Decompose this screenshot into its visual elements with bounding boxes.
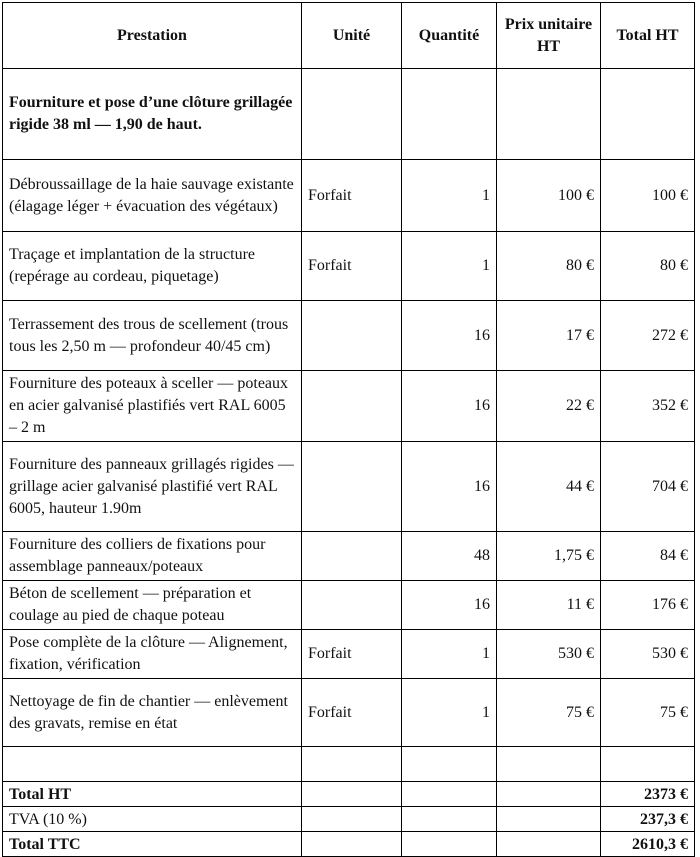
total-ttc-row	[3, 832, 695, 857]
empty-cell	[402, 832, 497, 857]
empty-cell	[402, 807, 497, 832]
table-row	[3, 532, 695, 581]
row-total: 272 €	[601, 301, 695, 371]
total-ttc-label: Total TTC	[3, 832, 302, 857]
tva-value: 237,3 €	[601, 807, 695, 832]
table-row	[3, 442, 695, 532]
row-quantite: 16	[402, 301, 497, 371]
row-prix: 530 €	[497, 630, 601, 679]
empty-cell	[601, 69, 695, 160]
empty-cell	[402, 69, 497, 160]
section-row	[3, 69, 695, 160]
col-header-unite: Unité	[302, 3, 402, 69]
row-unite	[302, 301, 402, 371]
col-header-prestation: Prestation	[3, 3, 302, 69]
row-unite: Forfait	[302, 232, 402, 301]
row-prix: 22 €	[497, 371, 601, 442]
row-unite	[302, 442, 402, 532]
tva-label: TVA (10 %)	[3, 807, 302, 832]
row-total: 352 €	[601, 371, 695, 442]
row-prestation: Nettoyage de fin de chantier — enlèvement des gravats, remise en état	[3, 679, 302, 747]
tva-row	[3, 807, 695, 832]
row-prix: 100 €	[497, 160, 601, 232]
total-ht-row	[3, 782, 695, 807]
row-quantite: 16	[402, 371, 497, 442]
table-row	[3, 581, 695, 630]
row-total: 84 €	[601, 532, 695, 581]
empty-cell	[302, 807, 402, 832]
table-row	[3, 160, 695, 232]
total-ht-value: 2373 €	[601, 782, 695, 807]
row-unite: Forfait	[302, 679, 402, 747]
row-total: 176 €	[601, 581, 695, 630]
row-quantite: 1	[402, 679, 497, 747]
row-total: 704 €	[601, 442, 695, 532]
empty-cell	[497, 807, 601, 832]
row-prestation: Fourniture des panneaux grillagés rigides — grillage acier galvanisé plastifié vert RAL 6005, hauteur 1.90m	[3, 442, 302, 532]
empty-cell	[302, 782, 402, 807]
empty-cell	[302, 747, 402, 782]
empty-cell	[497, 747, 601, 782]
row-quantite: 48	[402, 532, 497, 581]
total-ht-label: Total HT	[3, 782, 302, 807]
quote-table	[2, 2, 695, 857]
blank-row	[3, 747, 695, 782]
row-unite: Forfait	[302, 160, 402, 232]
row-unite	[302, 532, 402, 581]
row-prix: 75 €	[497, 679, 601, 747]
table-row	[3, 630, 695, 679]
table-row	[3, 371, 695, 442]
section-title: Fourniture et pose d’une clôture grillagée rigide 38 ml — 1,90 de haut.	[3, 69, 302, 160]
row-prix: 17 €	[497, 301, 601, 371]
header-row	[3, 3, 695, 69]
empty-cell	[302, 832, 402, 857]
row-prestation: Béton de scellement — préparation et coulage au pied de chaque poteau	[3, 581, 302, 630]
empty-cell	[497, 69, 601, 160]
row-total: 75 €	[601, 679, 695, 747]
col-header-prix-unitaire: Prix unitaire HT	[497, 3, 601, 69]
empty-cell	[601, 747, 695, 782]
row-quantite: 16	[402, 442, 497, 532]
table-row	[3, 232, 695, 301]
row-unite	[302, 371, 402, 442]
total-ttc-value: 2610,3 €	[601, 832, 695, 857]
row-quantite: 16	[402, 581, 497, 630]
row-prestation: Débroussaillage de la haie sauvage existante (élagage léger + évacuation des végétaux)	[3, 160, 302, 232]
row-unite: Forfait	[302, 630, 402, 679]
empty-cell	[402, 782, 497, 807]
empty-cell	[3, 747, 302, 782]
row-prestation: Terrassement des trous de scellement (trous tous les 2,50 m — profondeur 40/45 cm)	[3, 301, 302, 371]
empty-cell	[402, 747, 497, 782]
table-row	[3, 301, 695, 371]
row-quantite: 1	[402, 232, 497, 301]
empty-cell	[302, 69, 402, 160]
col-header-total-ht: Total HT	[601, 3, 695, 69]
row-prestation: Pose complète de la clôture — Alignement, fixation, vérification	[3, 630, 302, 679]
table-row	[3, 679, 695, 747]
row-unite	[302, 581, 402, 630]
row-prix: 44 €	[497, 442, 601, 532]
empty-cell	[497, 832, 601, 857]
row-prestation: Traçage et implantation de la structure (repérage au cordeau, piquetage)	[3, 232, 302, 301]
row-prestation: Fourniture des colliers de fixations pour assemblage panneaux/poteaux	[3, 532, 302, 581]
row-total: 530 €	[601, 630, 695, 679]
row-quantite: 1	[402, 630, 497, 679]
row-prestation: Fourniture des poteaux à sceller — poteaux en acier galvanisé plastifiés vert RAL 6005 – 2 m	[3, 371, 302, 442]
row-total: 80 €	[601, 232, 695, 301]
row-prix: 11 €	[497, 581, 601, 630]
row-prix: 80 €	[497, 232, 601, 301]
empty-cell	[497, 782, 601, 807]
row-total: 100 €	[601, 160, 695, 232]
col-header-quantite: Quantité	[402, 3, 497, 69]
row-quantite: 1	[402, 160, 497, 232]
row-prix: 1,75 €	[497, 532, 601, 581]
